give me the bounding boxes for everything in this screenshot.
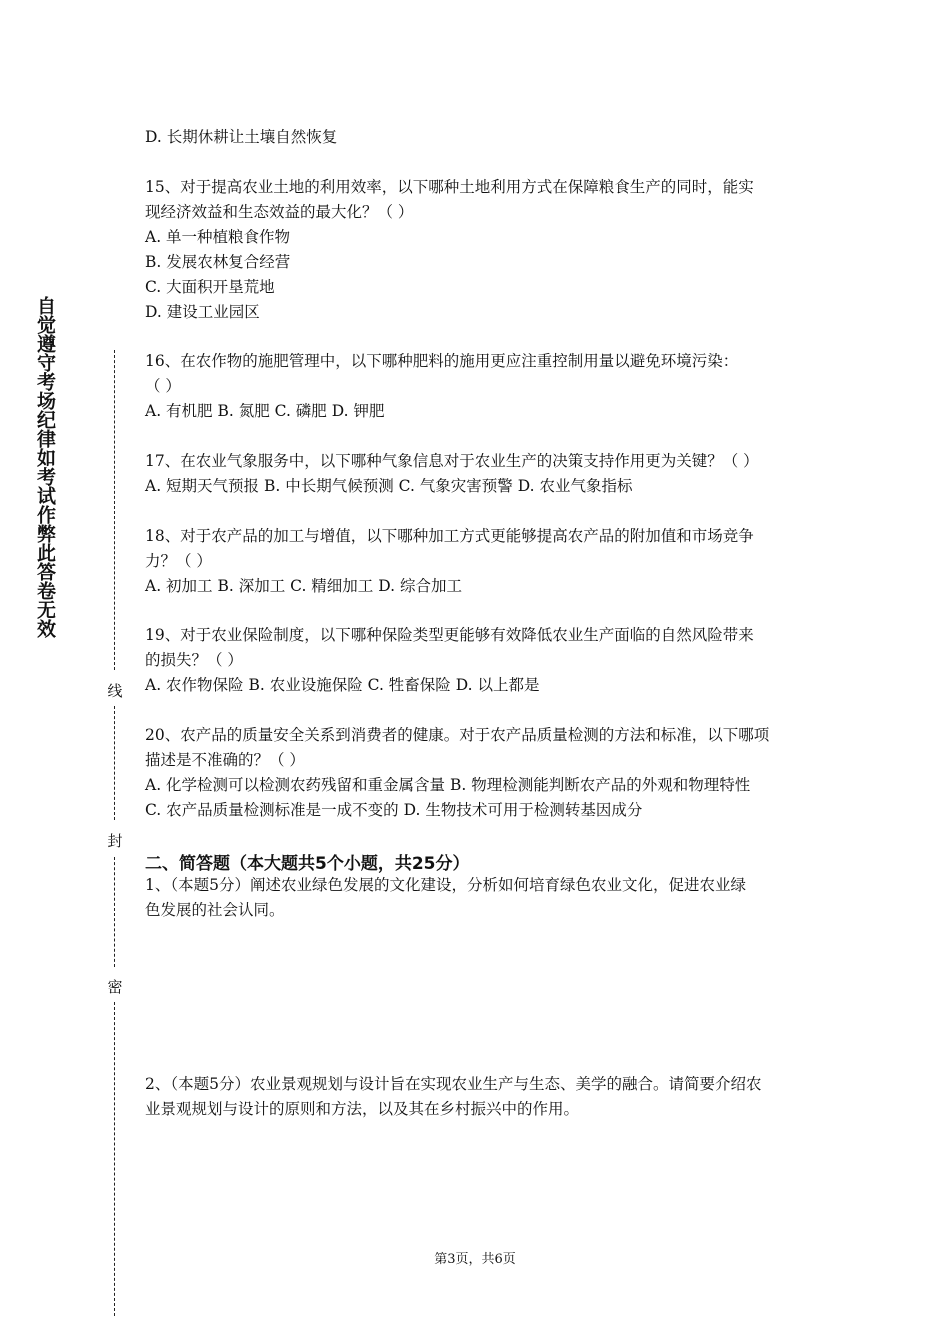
q17-stem-line1: 17、在农业气象服务中，以下哪种气象信息对于农业生产的决策支持作用更为关键？（ ） <box>145 452 759 470</box>
q19-stem-line2: 的损失？（ ） <box>145 651 243 669</box>
q15-option-a: A. 单一种植粮食作物 <box>145 228 291 246</box>
q15-stem-line1: 15、对于提高农业土地的利用效率，以下哪种土地利用方式在保障粮食生产的同时，能实 <box>145 178 754 196</box>
q15-stem-line2: 现经济效益和生态效益的最大化？（ ） <box>145 203 414 221</box>
binding-mark-mi: 密 <box>107 978 123 996</box>
q18-options: A. 初加工 B. 深加工 C. 精细加工 D. 综合加工 <box>145 577 462 595</box>
q20-stem-line2: 描述是不准确的？（ ） <box>145 751 305 769</box>
q15-option-c: C. 大面积开垦荒地 <box>145 278 275 296</box>
q19-options: A. 农作物保险 B. 农业设施保险 C. 牲畜保险 D. 以上都是 <box>145 676 540 694</box>
binding-mark-xian: 线 <box>107 682 123 700</box>
binding-mark-feng: 封 <box>107 832 123 850</box>
q20-options-line2: C. 农产品质量检测标准是一成不变的 D. 生物技术可用于检测转基因成分 <box>145 801 643 819</box>
q16-stem-line2: （ ） <box>145 377 181 395</box>
q19-stem-line1: 19、对于农业保险制度，以下哪种保险类型更能够有效降低农业生产面临的自然风险带来 <box>145 626 754 644</box>
q18-stem-line1: 18、对于农产品的加工与增值，以下哪种加工方式更能够提高农产品的附加值和市场竞争 <box>145 527 754 545</box>
binding-dashed-line <box>114 1002 115 1316</box>
q14-option-d: D. 长期休耕让土壤自然恢复 <box>145 128 338 146</box>
q17-options: A. 短期天气预报 B. 中长期气候预测 C. 气象灾害预警 D. 农业气象指标 <box>145 477 633 495</box>
section-heading: 二、简答题（本大题共5个小题，共25分） <box>145 854 470 874</box>
q20-options-line1: A. 化学检测可以检测农药残留和重金属含量 B. 物理检测能判断农产品的外观和物理特性 <box>145 776 751 794</box>
short-answer-q1-line2: 色发展的社会认同。 <box>145 901 285 919</box>
q18-stem-line2: 力？（ ） <box>145 552 212 570</box>
page-number: 第3页，共6页 <box>434 1252 516 1267</box>
exam-discipline-notice: 自觉遵守考场纪律如考试作弊此答卷无效 <box>34 296 56 638</box>
q16-options: A. 有机肥 B. 氮肥 C. 磷肥 D. 钾肥 <box>145 402 385 420</box>
q15-option-d: D. 建设工业园区 <box>145 303 260 321</box>
short-answer-q2-line1: 2、（本题5分）农业景观规划与设计旨在实现农业生产与生态、美学的融合。请简要介绍农 <box>145 1075 762 1093</box>
q15-option-b: B. 发展农林复合经营 <box>145 253 291 271</box>
binding-dashed-line <box>114 857 115 967</box>
short-answer-q2-line2: 业景观规划与设计的原则和方法，以及其在乡村振兴中的作用。 <box>145 1100 580 1118</box>
q20-stem-line1: 20、农产品的质量安全关系到消费者的健康。对于农产品质量检测的方法和标准，以下哪项 <box>145 726 770 744</box>
binding-dashed-line <box>114 350 115 670</box>
short-answer-q1-line1: 1、（本题5分）阐述农业绿色发展的文化建设，分析如何培育绿色农业文化，促进农业绿 <box>145 876 746 894</box>
binding-dashed-line <box>114 706 115 820</box>
q16-stem-line1: 16、在农作物的施肥管理中，以下哪种肥料的施用更应注重控制用量以避免环境污染： <box>145 352 739 370</box>
